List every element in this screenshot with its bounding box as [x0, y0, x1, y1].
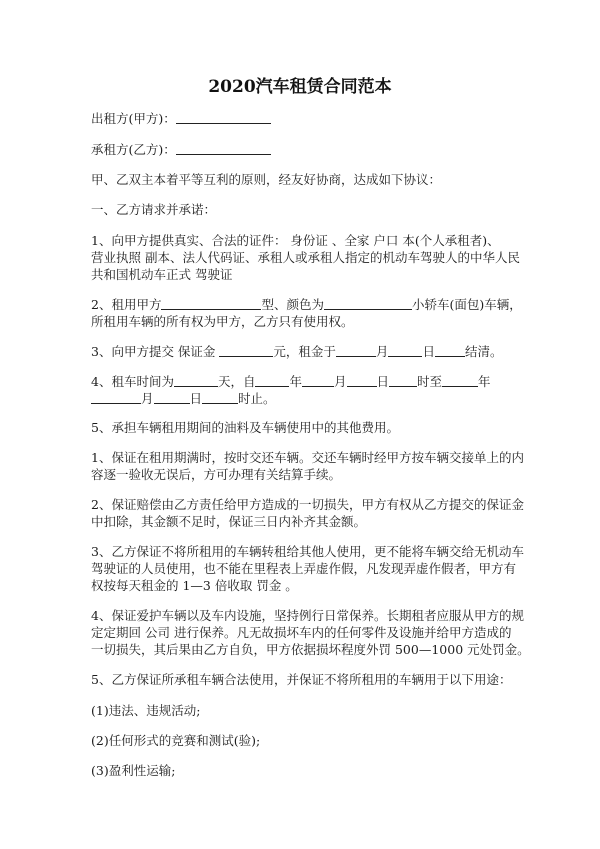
end-month-blank	[91, 391, 141, 404]
clause2-mid1: 型、颜色为	[261, 297, 324, 312]
lessor-blank	[176, 111, 271, 124]
clause2-prefix: 2、租用甲方	[91, 297, 162, 312]
use-item-3: (3)盈利性运输;	[91, 763, 176, 778]
rent-month-blank	[336, 344, 376, 357]
guarantee5-text: 5、乙方保证所承租车辆合法使用，并保证不将所租用的车辆用于以下用途：	[91, 672, 512, 687]
end-day-blank	[154, 391, 190, 404]
clause3-prefix: 3、向甲方提交 保证金	[91, 344, 220, 359]
days-blank	[174, 374, 218, 387]
start-day-blank	[347, 374, 377, 387]
clause4-p9: 时止。	[238, 391, 276, 406]
start-month-blank	[302, 374, 334, 387]
clause2-mid2: 小轿车(面包)车辆，	[411, 297, 522, 312]
deposit-blank	[219, 344, 273, 357]
clause4-p7: 月	[141, 391, 154, 406]
start-year-blank	[255, 374, 289, 387]
guarantee3-line2: 驾驶证的人员使用，也不能在里程表上弄虚作假，凡发现弄虚作假者，甲方有	[91, 561, 517, 576]
clause4-p6: 年	[478, 374, 491, 389]
guarantee1-line2: 容逐一验收无误后，方可办理有关结算手续。	[91, 467, 342, 482]
use-item-1: (1)违法、违规活动;	[91, 703, 201, 718]
document-title: 2020汽车租赁合同范本	[208, 77, 392, 97]
clause4-p5: 时至	[417, 374, 443, 389]
clause1-line1: 1、向甲方提供真实、合法的证件： 身份证 、全家 户口 本(个人承租者)、	[91, 233, 500, 248]
clause3-line	[91, 344, 502, 360]
clause4-p8: 日	[189, 391, 203, 406]
lessor-line	[91, 111, 271, 127]
clause3-p3: 日	[422, 344, 435, 359]
intro-text: 甲、乙双主本着平等互利的原则，经友好协商，达成如下协议：	[91, 172, 442, 187]
guarantee4-line1: 4、保证爱护车辆以及车内设施，坚持例行日常保养。长期租者应服从甲方的规	[91, 608, 524, 623]
clause4-p2: 年	[289, 374, 302, 389]
lessor-label: 出租方(甲方)：	[91, 111, 176, 126]
clause4-line2	[91, 391, 276, 407]
rent-day-blank	[388, 344, 422, 357]
end-year-blank	[442, 374, 478, 387]
guarantee1-line1: 1、保证在租用期满时，按时交还车辆。交还车辆时经甲方按车辆交接单上的内	[91, 450, 524, 465]
guarantee3-line1: 3、乙方保证不将所租用的车辆转租给其他人使用，更不能将车辆交给无机动车	[91, 544, 524, 559]
clause3-p4: 结清。	[464, 344, 503, 359]
end-hour-blank	[202, 391, 238, 404]
clause2-line1	[91, 297, 522, 313]
car-color-blank	[324, 297, 412, 310]
section1-heading: 一、乙方请求并承诺：	[91, 202, 217, 217]
clause4-prefix: 4、租车时间为	[91, 374, 174, 389]
start-hour-blank	[389, 374, 417, 387]
clause4-line1	[91, 374, 491, 390]
clause4-p1: 天，自	[217, 374, 256, 389]
guarantee4-line3: 一切损失，其后果由乙方自负，甲方依据损坏程度外罚 500—1000 元处罚金。	[91, 642, 530, 657]
lessee-line	[91, 142, 271, 158]
rent-settle-blank	[435, 344, 465, 357]
lessee-label: 承租方(乙方)：	[91, 142, 176, 157]
guarantee2-line1: 2、保证赔偿由乙方责任给甲方造成的一切损失，甲方有权从乙方提交的保证金	[91, 497, 524, 512]
guarantee3-line3: 权按每天租金的 1—3 倍收取 罚金 。	[91, 578, 298, 593]
use-item-2: (2)任何形式的竞赛和测试(验);	[91, 733, 261, 748]
guarantee4-line2: 定定期回 公司 进行保养。凡无故损坏车内的任何零件及设施并给甲方造成的	[91, 625, 512, 640]
clause1-line2: 营业执照 副本、法人代码证、承租人或承租人指定的机动车驾驶人的中华人民	[91, 250, 520, 265]
clause4-p3: 月	[334, 374, 347, 389]
clause3-p2: 月	[375, 344, 389, 359]
guarantee2-line2: 中扣除，其金额不足时，保证三日内补齐其金额。	[91, 514, 367, 529]
clause4-p4: 日	[376, 374, 390, 389]
clause1-line3: 共和国机动车正式 驾驶证	[91, 267, 233, 282]
clause3-p1: 元，租金于	[273, 344, 336, 359]
car-model-blank	[161, 297, 261, 310]
lessee-blank	[176, 142, 271, 155]
clause5-text: 5、承担车辆租用期间的油料及车辆使用中的其他费用。	[91, 420, 399, 435]
clause2-line2: 所租用车辆的所有权为甲方，乙方只有使用权。	[91, 314, 354, 329]
